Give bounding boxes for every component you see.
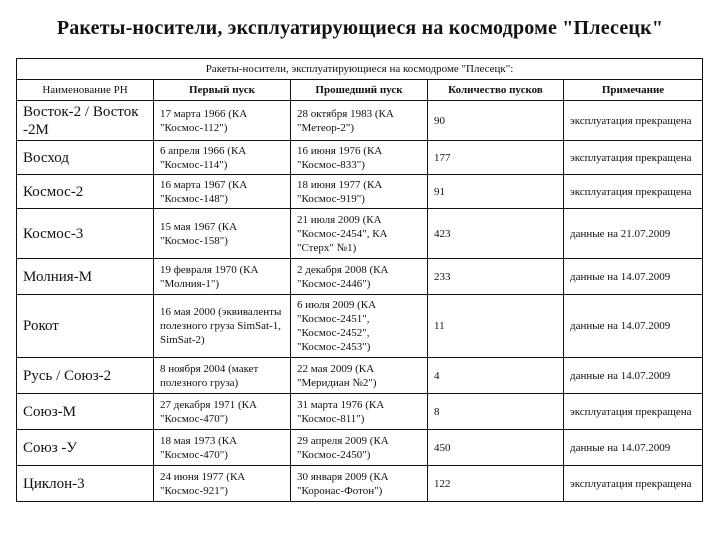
column-header-note: Примечание xyxy=(564,80,703,101)
table-row xyxy=(17,175,703,209)
column-header-launch-count: Количество пусков xyxy=(428,80,564,101)
cell-vehicle-name: Восток-2 / Восток -2М xyxy=(17,101,154,141)
cell-vehicle-name: Космос-3 xyxy=(17,209,154,259)
cell-first-launch: 8 ноября 2004 (макет полезного груза) xyxy=(154,358,291,394)
cell-last-launch: 2 декабря 2008 (КА "Космос-2446") xyxy=(291,259,428,295)
cell-last-launch: 30 января 2009 (КА "Коронас-Фотон") xyxy=(291,466,428,502)
table-row xyxy=(17,259,703,295)
cell-last-launch: 6 июля 2009 (КА "Космос-2451", "Космос-2452", "Космос-2453") xyxy=(291,295,428,358)
cell-note: данные на 14.07.2009 xyxy=(564,259,703,295)
table-caption: Ракеты-носители, эксплуатирующиеся на космодроме "Плесецк": xyxy=(17,59,703,80)
cell-vehicle-name: Восход xyxy=(17,141,154,175)
table-row xyxy=(17,430,703,466)
cell-first-launch: 16 марта 1967 (КА "Космос-148") xyxy=(154,175,291,209)
cell-last-launch: 16 июня 1976 (КА "Космос-833") xyxy=(291,141,428,175)
cell-launch-count: 423 xyxy=(428,209,564,259)
cell-vehicle-name: Рокот xyxy=(17,295,154,358)
cell-first-launch: 24 июня 1977 (КА "Космос-921") xyxy=(154,466,291,502)
cell-last-launch: 18 июня 1977 (КА "Космос-919") xyxy=(291,175,428,209)
cell-launch-count: 8 xyxy=(428,394,564,430)
cell-launch-count: 11 xyxy=(428,295,564,358)
table-header-row xyxy=(17,80,703,101)
cell-last-launch: 28 октября 1983 (КА "Метеор-2") xyxy=(291,101,428,141)
table-row xyxy=(17,358,703,394)
cell-note: эксплуатация прекращена xyxy=(564,394,703,430)
cell-first-launch: 15 мая 1967 (КА "Космос-158") xyxy=(154,209,291,259)
cell-launch-count: 450 xyxy=(428,430,564,466)
cell-vehicle-name: Молния-М xyxy=(17,259,154,295)
cell-launch-count: 233 xyxy=(428,259,564,295)
cell-note: эксплуатация прекращена xyxy=(564,466,703,502)
table-row xyxy=(17,141,703,175)
table-row xyxy=(17,394,703,430)
cell-last-launch: 21 июля 2009 (КА "Космос-2454", КА "Стерх" №1) xyxy=(291,209,428,259)
cell-launch-count: 122 xyxy=(428,466,564,502)
cell-launch-count: 177 xyxy=(428,141,564,175)
cell-vehicle-name: Союз -У xyxy=(17,430,154,466)
cell-note: эксплуатация прекращена xyxy=(564,175,703,209)
cell-vehicle-name: Русь / Союз-2 xyxy=(17,358,154,394)
cell-first-launch: 19 февраля 1970 (КА "Молния-1") xyxy=(154,259,291,295)
table-caption-row xyxy=(17,59,703,80)
cell-first-launch: 6 апреля 1966 (КА "Космос-114") xyxy=(154,141,291,175)
cell-launch-count: 4 xyxy=(428,358,564,394)
cell-last-launch: 22 мая 2009 (КА "Меридиан №2") xyxy=(291,358,428,394)
cell-last-launch: 31 марта 1976 (КА "Космос-811") xyxy=(291,394,428,430)
table-row xyxy=(17,209,703,259)
cell-first-launch: 16 мая 2000 (эквиваленты полезного груза SimSat-1, SimSat-2) xyxy=(154,295,291,358)
cell-first-launch: 18 мая 1973 (КА "Космос-470") xyxy=(154,430,291,466)
table-row xyxy=(17,466,703,502)
cell-first-launch: 27 декабря 1971 (КА "Космос-470") xyxy=(154,394,291,430)
cell-vehicle-name: Космос-2 xyxy=(17,175,154,209)
cell-vehicle-name: Союз-М xyxy=(17,394,154,430)
cell-launch-count: 91 xyxy=(428,175,564,209)
column-header-name: Наименование РН xyxy=(17,80,154,101)
cell-note: данные на 14.07.2009 xyxy=(564,358,703,394)
cell-last-launch: 29 апреля 2009 (КА "Космос-2450") xyxy=(291,430,428,466)
cell-first-launch: 17 марта 1966 (КА "Космос-112") xyxy=(154,101,291,141)
table-row xyxy=(17,295,703,358)
column-header-first-launch: Первый пуск xyxy=(154,80,291,101)
cell-note: эксплуатация прекращена xyxy=(564,141,703,175)
cell-vehicle-name: Циклон-3 xyxy=(17,466,154,502)
column-header-last-launch: Прошедший пуск xyxy=(291,80,428,101)
page-title: Ракеты-носители, эксплуатирующиеся на космодроме "Плесецк" xyxy=(56,17,664,39)
cell-note: данные на 14.07.2009 xyxy=(564,430,703,466)
table-row xyxy=(17,101,703,141)
cell-launch-count: 90 xyxy=(428,101,564,141)
launch-vehicles-table xyxy=(16,58,703,502)
cell-note: данные на 21.07.2009 xyxy=(564,209,703,259)
cell-note: данные на 14.07.2009 xyxy=(564,295,703,358)
cell-note: эксплуатация прекращена xyxy=(564,101,703,141)
